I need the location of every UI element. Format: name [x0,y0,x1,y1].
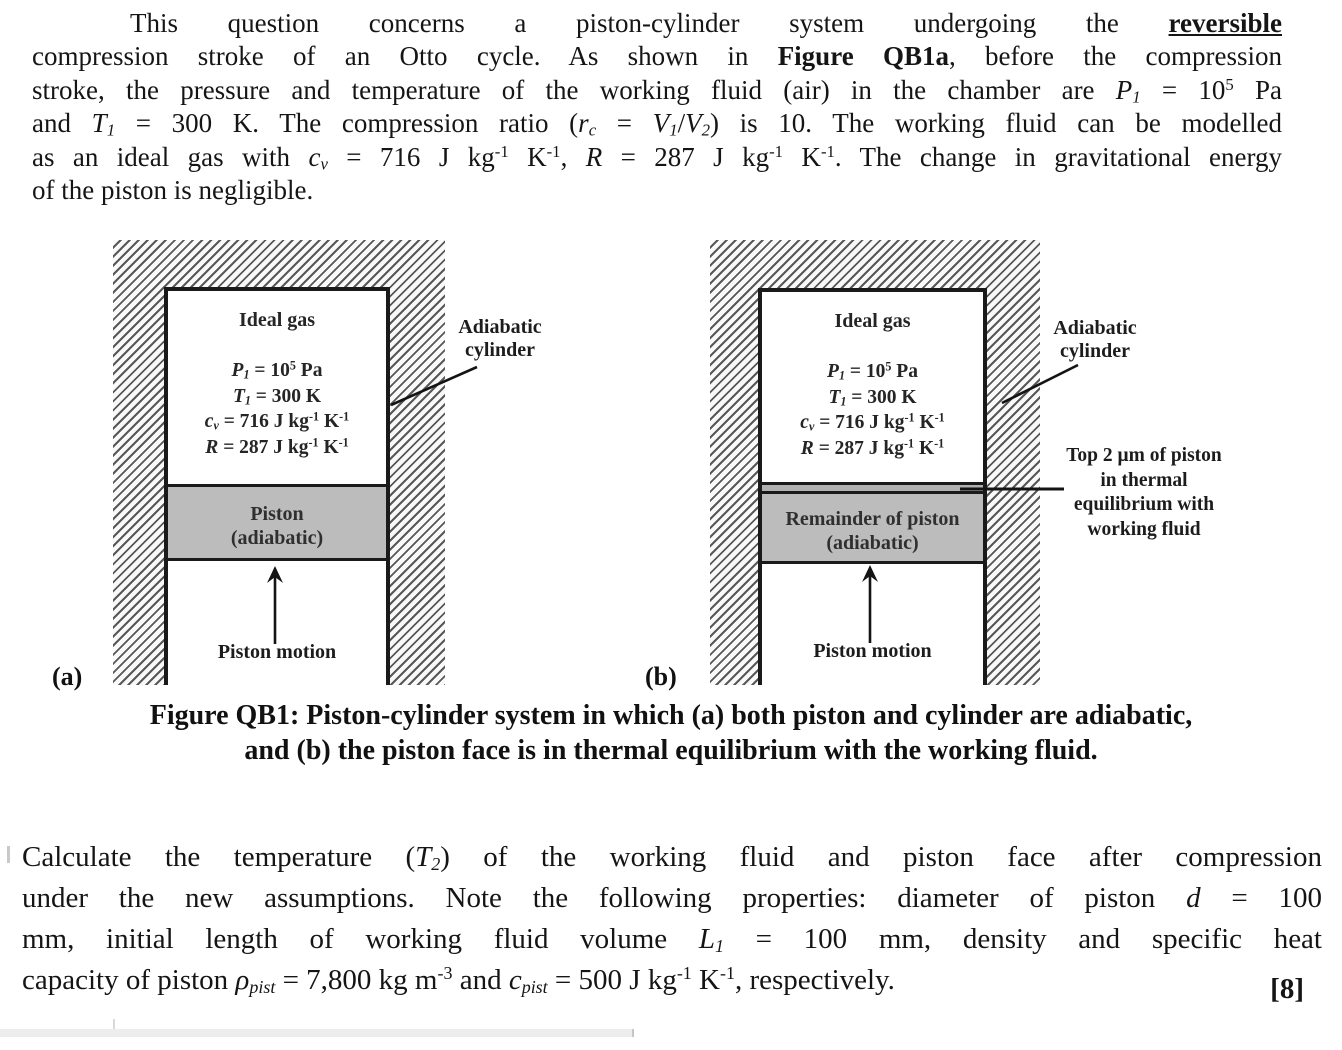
chamber-a [164,287,390,685]
label-line: cylinder [1060,339,1130,362]
figure-caption [6,698,1336,768]
piston-a [168,484,386,561]
piston-face-thermal-strip [762,482,983,494]
label-line: equilibrium with [1073,494,1215,515]
intro-line: of the piston is negligible. [32,175,314,206]
label-line: Adiabatic [1053,317,1137,339]
intro-line: stroke, the pressure and temperature of the working fluid (air) in the chamber are $P1 = 10^5$ Pa [32,74,1283,107]
question-paragraph [22,837,1322,1005]
gas-property-line: $P1 = 10^5$ Pa [827,359,918,383]
gas-title: Ideal gas [238,309,316,331]
question-line: under the new assumptions. Note the following properties: diameter of piston d = 100 [22,882,1322,914]
piston-motion-label: Piston motion [217,641,337,663]
gas-properties [168,358,386,460]
marks-badge: [8] [1270,973,1304,1005]
adiabatic-cylinder-label-b [1040,317,1150,362]
label-line: cylinder [465,338,535,361]
adiabatic-cylinder-label-a [445,316,555,361]
gas-property-line: T1 = 300 K [828,386,917,409]
subfigure-label-a: (a) [52,662,83,691]
label-line: Top 2 μm of piston [1066,445,1222,466]
thermal-strip-label [1048,444,1240,542]
gas-region-b [762,292,983,461]
piston-label: Remainder of piston [785,508,960,530]
question-line: mm, initial length of working fluid volume L1 = 100 mm, density and specific heat [22,923,1322,956]
piston-motion-arrow [262,566,288,644]
intro-line: as an ideal gas with cv = 716 J $kg^{-1}$ $K^{-1}$, R = 287 J $kg^{-1}$ $K^{-1}$. The change in gravitational energy [32,141,1283,174]
gas-properties [762,359,983,461]
label-line: in thermal [1100,469,1188,491]
caption-line: Figure QB1: Piston-cylinder system in which (a) both piston and cylinder are adiabatic, [149,700,1193,731]
piston-label: Piston [250,503,304,525]
gas-title: Ideal gas [834,310,911,332]
gas-property-line: cv = 716 J $kg^{-1}$ $K^{-1}$ [204,409,350,433]
label-line: Adiabatic [458,316,542,338]
piston-label: (adiabatic) [826,532,919,554]
scan-artifact-bar [0,1029,634,1037]
scan-artifact-tick [113,1019,115,1029]
question-line: Calculate the temperature (T2) of the working fluid and piston face after compression [22,841,1322,874]
intro-line: This question concerns a piston-cylinder system undergoing the reversible [130,8,1282,38]
gas-property-line: $P1 = 10^5$ Pa [231,358,323,382]
label-line: working fluid [1087,518,1201,540]
piston-motion-arrow [857,565,883,643]
piston-motion-label: Piston motion [813,640,932,662]
gas-property-line: R = 287 J $kg^{-1}$ $K^{-1}$ [800,435,945,459]
piston-b [762,494,983,564]
gas-property-line: R = 287 J $kg^{-1}$ $K^{-1}$ [205,434,349,458]
gas-property-line: T1 = 300 K [232,385,322,408]
subfigure-label-b: (b) [645,662,677,691]
question-line: capacity of piston ρpist = 7,800 kg $m^{-3}$ and cpist = 500 J $kg^{-1}$ $K^{-1}$, respectively. [22,963,895,997]
piston-label: (adiabatic) [230,527,324,549]
caption-line: and (b) the piston face is in thermal equilibrium with the working fluid. [244,735,1098,766]
intro-paragraph [32,7,1282,207]
scan-artifact-tick [7,846,10,863]
gas-region-a [168,291,386,460]
intro-line: and T1 = 300 K. The compression ratio (rc = V1/V2) is 10. The working fluid can be modelled [32,108,1282,140]
chamber-b [758,288,987,685]
gas-property-line: cv = 716 J $kg^{-1}$ $K^{-1}$ [800,410,945,434]
intro-line: compression stroke of an Otto cycle. As shown in Figure QB1a, before the compression [32,41,1282,72]
